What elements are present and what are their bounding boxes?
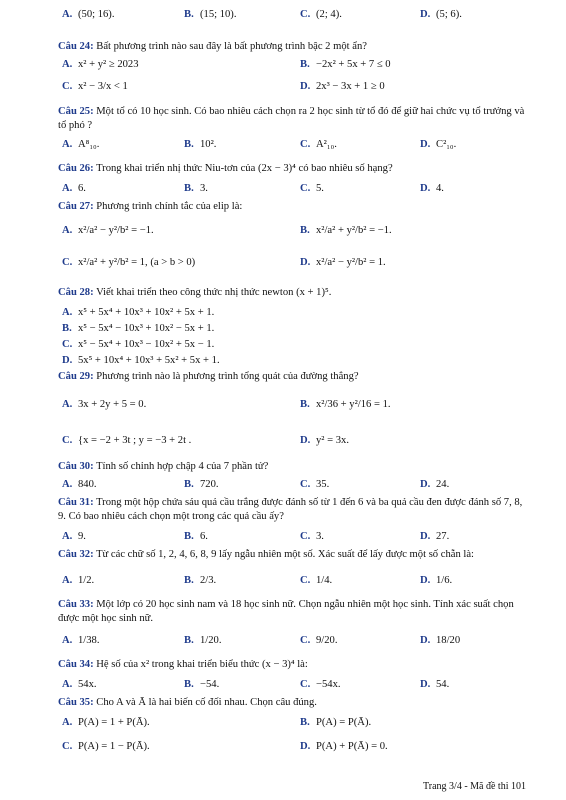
q27-option-text: x²/a² + y²/b² = 1, (a > b > 0) bbox=[78, 257, 196, 268]
q27-option-label: C. bbox=[62, 257, 73, 268]
q25-option-label: B. bbox=[184, 139, 194, 150]
q25-options-row bbox=[0, 138, 566, 152]
q30-text: Tính số chỉnh hợp chập 4 của 7 phần tử? bbox=[93, 461, 269, 472]
q25-text: Một tổ có 10 học sinh. Có bao nhiêu cách chọn ra 2 học sinh từ tổ đó để giữ hai chức vụ tổ trưởng và tổ phó ? bbox=[58, 106, 525, 131]
q35-option-label: C. bbox=[62, 741, 73, 752]
q28-number: Câu 28: bbox=[58, 287, 94, 298]
q29-option-label: C. bbox=[62, 435, 73, 446]
q33-options-row bbox=[0, 634, 566, 648]
q28-option-label: D. bbox=[62, 355, 73, 366]
q25-option-text: C²₁₀. bbox=[436, 139, 457, 150]
q28-option-label: C. bbox=[62, 339, 73, 350]
q32-option-text: 1/4. bbox=[316, 575, 333, 586]
q27-option-label: D. bbox=[300, 257, 311, 268]
q33-option-label: D. bbox=[420, 635, 431, 646]
q24-option-text: x² + y² ≥ 2023 bbox=[78, 59, 139, 70]
q26-option-text: 3. bbox=[200, 183, 208, 194]
q33-stem bbox=[58, 598, 526, 626]
q30-option-text: 840. bbox=[78, 479, 97, 490]
q26-option-label: C. bbox=[300, 183, 311, 194]
q31-option-label: D. bbox=[420, 531, 431, 542]
q33-option-text: 1/20. bbox=[200, 635, 222, 646]
q24-option-label: C. bbox=[62, 81, 73, 92]
q30-options-row bbox=[0, 478, 566, 492]
q29-option-text: {x = −2 + 3t ; y = −3 + 2t . bbox=[78, 435, 192, 446]
q25-option-text: A⁸₁₀. bbox=[78, 139, 100, 150]
q24-option-label: B. bbox=[300, 59, 310, 70]
q30-option-label: C. bbox=[300, 479, 311, 490]
q32-option-text: 1/2. bbox=[78, 575, 95, 586]
q26-options-row bbox=[0, 182, 566, 196]
q35-option-text: P(A) = 1 − P(Ā). bbox=[78, 741, 150, 752]
q24-number: Câu 24: bbox=[58, 41, 94, 52]
q31-option-text: 9. bbox=[78, 531, 86, 542]
q35-stem bbox=[58, 696, 526, 710]
q24-options-row bbox=[0, 58, 566, 72]
q33-option-label: B. bbox=[184, 635, 194, 646]
q33-option-label: A. bbox=[62, 635, 73, 646]
q24-text: Bất phương trình nào sau đây là bất phương trình bậc 2 một ẩn? bbox=[93, 41, 367, 52]
q35-option-text: P(A) = P(Ā). bbox=[316, 717, 372, 728]
q33-text: Một lớp có 20 học sinh nam và 18 học sinh nữ. Chọn ngẫu nhiên một học sinh. Tính xác suất chọn được một học sinh nữ. bbox=[58, 599, 514, 624]
q29-number: Câu 29: bbox=[58, 371, 94, 382]
q31-text: Trong một hộp chứa sáu quả cầu trắng được đánh số từ 1 đến 6 và ba quả cầu đen được đánh số 7, 8, 9. Có bao nhiêu cách chọn một trong các quả cầu ấy? bbox=[58, 497, 523, 522]
q31-option-text: 6. bbox=[200, 531, 208, 542]
q28-option-text: 5x⁵ + 10x⁴ + 10x³ + 5x² + 5x + 1. bbox=[78, 355, 220, 366]
q29-text: Phương trình nào là phương trình tổng quát của đường thẳng? bbox=[93, 371, 359, 382]
q30-option-label: A. bbox=[62, 479, 73, 490]
q26-option-label: D. bbox=[420, 183, 431, 194]
q30-stem bbox=[58, 460, 526, 474]
q34-options-row bbox=[0, 678, 566, 692]
q32-option-text: 2/3. bbox=[200, 575, 217, 586]
q27-stem bbox=[58, 200, 526, 214]
pre-option-text: (5; 6). bbox=[436, 9, 462, 20]
q25-number: Câu 25: bbox=[58, 106, 94, 117]
pre-option-text: (50; 16). bbox=[78, 9, 115, 20]
q26-option-text: 5. bbox=[316, 183, 324, 194]
q33-number: Câu 33: bbox=[58, 599, 94, 610]
q29-option-text: x²/36 + y²/16 = 1. bbox=[316, 399, 391, 410]
q28-option-line bbox=[0, 354, 566, 368]
q34-option-label: B. bbox=[184, 679, 194, 690]
q30-option-text: 720. bbox=[200, 479, 219, 490]
q30-option-text: 24. bbox=[436, 479, 450, 490]
q27-options-row bbox=[0, 256, 566, 270]
q34-number: Câu 34: bbox=[58, 659, 94, 670]
q30-option-text: 35. bbox=[316, 479, 330, 490]
q24-options-row bbox=[0, 80, 566, 94]
q28-option-line bbox=[0, 306, 566, 320]
q27-option-text: x²/a² − y²/b² = 1. bbox=[316, 257, 386, 268]
q28-option-line bbox=[0, 322, 566, 336]
q28-stem bbox=[58, 286, 526, 300]
q28-option-label: B. bbox=[62, 323, 72, 334]
q26-option-text: 4. bbox=[436, 183, 444, 194]
q34-option-text: −54. bbox=[200, 679, 220, 690]
q24-stem bbox=[58, 40, 526, 54]
q29-option-label: A. bbox=[62, 399, 73, 410]
q30-option-label: D. bbox=[420, 479, 431, 490]
q28-option-line bbox=[0, 338, 566, 352]
q24-option-text: 2x³ − 3x + 1 ≥ 0 bbox=[316, 81, 385, 92]
q26-text: Trong khai triển nhị thức Niu-tơn của (2x − 3)⁴ có bao nhiêu số hạng? bbox=[93, 163, 393, 174]
q30-number: Câu 30: bbox=[58, 461, 94, 472]
q27-option-text: x²/a² − y²/b² = −1. bbox=[78, 225, 154, 236]
q31-option-label: B. bbox=[184, 531, 194, 542]
pre-option-label: B. bbox=[184, 9, 194, 20]
pre-option-text: (15; 10). bbox=[200, 9, 237, 20]
q28-text: Viết khai triển theo công thức nhị thức newton (x + 1)⁵. bbox=[93, 287, 332, 298]
q32-option-label: B. bbox=[184, 575, 194, 586]
q28-option-text: x⁵ − 5x⁴ − 10x³ + 10x² − 5x + 1. bbox=[78, 323, 215, 334]
q26-option-label: A. bbox=[62, 183, 73, 194]
q26-option-text: 6. bbox=[78, 183, 86, 194]
q29-stem bbox=[58, 370, 526, 384]
q31-options-row bbox=[0, 530, 566, 544]
q29-option-text: 3x + 2y + 5 = 0. bbox=[78, 399, 147, 410]
q28-option-label: A. bbox=[62, 307, 73, 318]
q33-option-text: 9/20. bbox=[316, 635, 338, 646]
q33-option-text: 18/20 bbox=[436, 635, 461, 646]
q25-option-label: D. bbox=[420, 139, 431, 150]
q26-number: Câu 26: bbox=[58, 163, 94, 174]
q31-number: Câu 31: bbox=[58, 497, 94, 508]
q28-option-text: x⁵ + 5x⁴ + 10x³ + 10x² + 5x + 1. bbox=[78, 307, 215, 318]
q32-option-label: C. bbox=[300, 575, 311, 586]
q25-option-label: A. bbox=[62, 139, 73, 150]
q29-options-row bbox=[0, 434, 566, 448]
q32-option-text: 1/6. bbox=[436, 575, 453, 586]
q35-text: Cho A và Ā là hai biến cố đối nhau. Chọn câu đúng. bbox=[93, 697, 317, 708]
q25-option-text: 10². bbox=[200, 139, 217, 150]
q35-number: Câu 35: bbox=[58, 697, 94, 708]
q30-option-label: B. bbox=[184, 479, 194, 490]
q35-option-label: A. bbox=[62, 717, 73, 728]
q34-option-text: −54x. bbox=[316, 679, 341, 690]
q35-option-text: P(A) = 1 + P(Ā). bbox=[78, 717, 150, 728]
q29-options-row bbox=[0, 398, 566, 412]
q25-option-text: A²₁₀. bbox=[316, 139, 337, 150]
q35-option-text: P(A) + P(Ā) = 0. bbox=[316, 741, 388, 752]
q34-option-label: D. bbox=[420, 679, 431, 690]
page-footer: Trang 3/4 - Mã đề thi 101 bbox=[423, 781, 526, 792]
q34-option-text: 54. bbox=[436, 679, 450, 690]
q35-option-label: D. bbox=[300, 741, 311, 752]
pre-options-row bbox=[0, 8, 566, 22]
q33-option-label: C. bbox=[300, 635, 311, 646]
pre-option-label: D. bbox=[420, 9, 431, 20]
q27-option-label: A. bbox=[62, 225, 73, 236]
q27-options-row bbox=[0, 224, 566, 238]
q31-option-text: 27. bbox=[436, 531, 450, 542]
q33-option-text: 1/38. bbox=[78, 635, 100, 646]
q24-option-text: x² − 3/x < 1 bbox=[78, 81, 128, 92]
pre-option-text: (2; 4). bbox=[316, 9, 342, 20]
q35-option-label: B. bbox=[300, 717, 310, 728]
q26-option-label: B. bbox=[184, 183, 194, 194]
q26-stem bbox=[58, 162, 526, 176]
q28-option-text: x⁵ − 5x⁴ + 10x³ − 10x² + 5x − 1. bbox=[78, 339, 215, 350]
q34-option-text: 54x. bbox=[78, 679, 97, 690]
q27-text: Phương trình chính tắc của elip là: bbox=[93, 201, 243, 212]
q27-option-label: B. bbox=[300, 225, 310, 236]
q29-option-label: D. bbox=[300, 435, 311, 446]
q24-option-label: A. bbox=[62, 59, 73, 70]
q34-text: Hệ số của x² trong khai triển biểu thức (x − 3)⁴ là: bbox=[93, 659, 308, 670]
q31-option-label: C. bbox=[300, 531, 311, 542]
q35-options-row bbox=[0, 740, 566, 754]
pre-option-label: A. bbox=[62, 9, 73, 20]
q31-stem bbox=[58, 496, 526, 524]
q31-option-label: A. bbox=[62, 531, 73, 542]
q34-option-label: C. bbox=[300, 679, 311, 690]
q32-text: Từ các chữ số 1, 2, 4, 6, 8, 9 lấy ngẫu nhiên một số. Xác suất để lấy được một số chẵn là: bbox=[93, 549, 474, 560]
q32-number: Câu 32: bbox=[58, 549, 94, 560]
q24-option-text: −2x² + 5x + 7 ≤ 0 bbox=[316, 59, 391, 70]
q27-option-text: x²/a² + y²/b² = −1. bbox=[316, 225, 392, 236]
q32-options-row bbox=[0, 574, 566, 588]
q25-option-label: C. bbox=[300, 139, 311, 150]
q25-stem bbox=[58, 105, 526, 133]
q29-option-text: y² = 3x. bbox=[316, 435, 349, 446]
q35-options-row bbox=[0, 716, 566, 730]
q32-option-label: A. bbox=[62, 575, 73, 586]
q27-number: Câu 27: bbox=[58, 201, 94, 212]
q34-option-label: A. bbox=[62, 679, 73, 690]
q29-option-label: B. bbox=[300, 399, 310, 410]
q32-stem bbox=[58, 548, 526, 562]
q34-stem bbox=[58, 658, 526, 672]
q24-option-label: D. bbox=[300, 81, 311, 92]
pre-option-label: C. bbox=[300, 9, 311, 20]
q31-option-text: 3. bbox=[316, 531, 324, 542]
q32-option-label: D. bbox=[420, 575, 431, 586]
